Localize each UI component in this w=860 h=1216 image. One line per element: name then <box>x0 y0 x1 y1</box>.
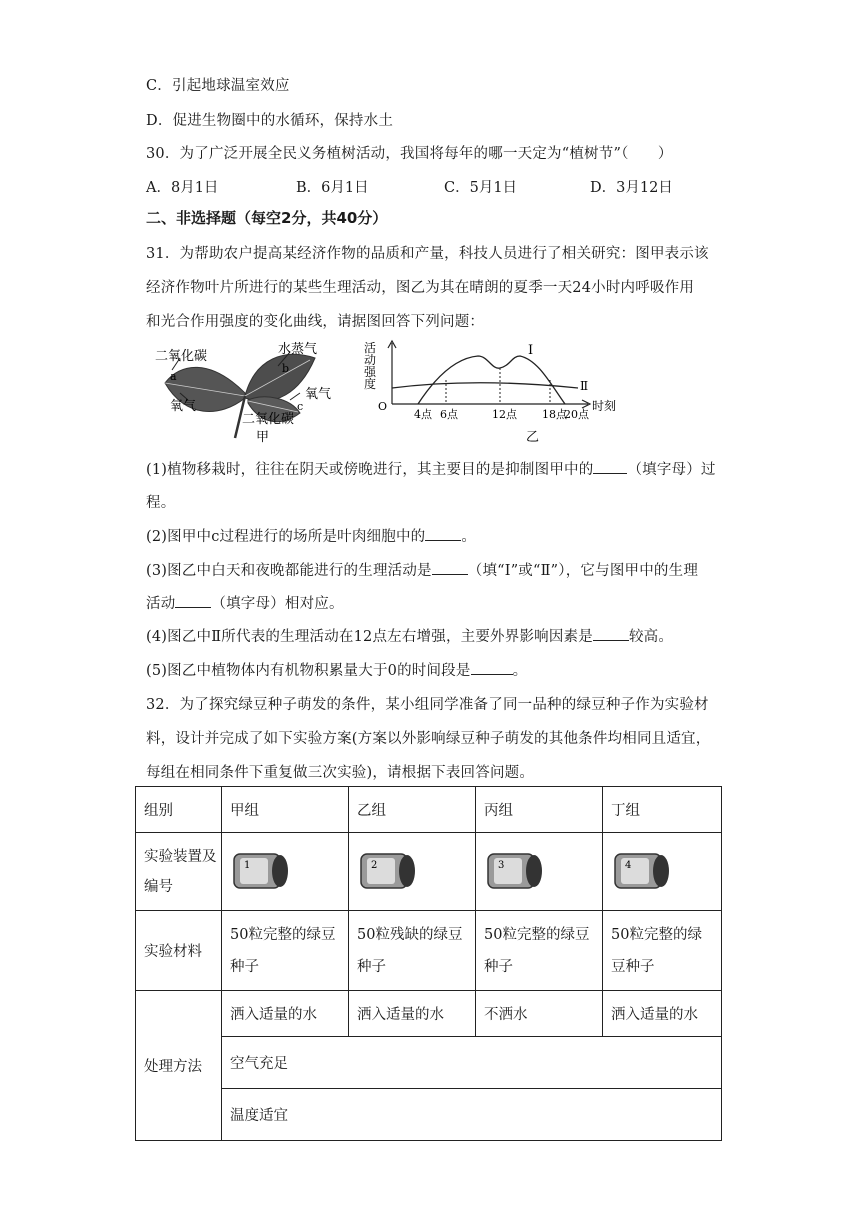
jar-number: 3 <box>498 859 505 871</box>
option-b: B．6月1日 <box>296 180 369 196</box>
sub-question-1: (1)植物移栽时，往往在阴天或傍晚进行，其主要目的是抑制图甲中的 （填字母）过 <box>146 458 716 479</box>
tick-6: 6点 <box>440 408 458 421</box>
graph-ylabel-2: 动 <box>364 353 377 367</box>
graph-origin: O <box>378 400 388 413</box>
jar-image <box>357 848 417 892</box>
graph-caption: 乙 <box>526 430 540 445</box>
jar-number: 1 <box>244 859 251 871</box>
jar-number: 4 <box>625 859 632 871</box>
material-cell: 50粒完整的绿豆种子 <box>476 911 603 991</box>
leaf-label-b: b <box>282 362 290 375</box>
answer-blank-3b[interactable] <box>175 593 211 608</box>
curve-ii-label: Ⅱ <box>580 379 589 393</box>
option-c: C．5月1日 <box>444 180 518 196</box>
table-row <box>136 1037 722 1089</box>
water-cell: 不洒水 <box>476 991 603 1037</box>
header-d: 丁组 <box>603 787 722 833</box>
jar-number: 2 <box>371 859 378 871</box>
table-row <box>136 1089 722 1141</box>
sub-question-4: (4)图乙中Ⅱ所代表的生理活动在12点左右增强，主要外界影响因素是 较高。 <box>146 625 673 646</box>
question-30: 30．为了广泛开展全民义务植树活动，我国将每年的哪一天定为“植树节”（ ） <box>146 146 673 162</box>
jar-image <box>611 848 671 892</box>
graph-ylabel-4: 度 <box>364 377 377 391</box>
option-a: A．8月1日 <box>146 180 219 196</box>
material-cell: 50粒完整的绿豆种子 <box>222 911 349 991</box>
water-cell: 洒入适量的水 <box>349 991 476 1037</box>
option-d: D．促进生物圈中的水循环，保持水土 <box>146 113 394 129</box>
option-d: D．3月12日 <box>590 180 673 196</box>
q32-line3: 每组在相同条件下重复做三次实验)，请根据下表回答问题。 <box>146 765 535 781</box>
option-c: C．引起地球温室效应 <box>146 78 290 94</box>
temperature-cell: 温度适宜 <box>222 1089 722 1141</box>
answer-blank-5[interactable] <box>471 660 513 675</box>
tick-18: 18点 <box>542 408 567 421</box>
graph-xlabel: 时刻 <box>592 399 617 413</box>
sub-question-5: (5)图乙中植物体内有机物积累量大于0的时间段是 。 <box>146 659 527 680</box>
leaf-label-co2-bottom: 二氧化碳 <box>242 412 295 427</box>
tick-20: 20点 <box>564 408 589 421</box>
sub-question-1-cont: 程。 <box>146 495 176 511</box>
leaf-label-water: 水蒸气 <box>278 342 318 357</box>
sub-question-3: (3)图乙中白天和夜晚都能进行的生理活动是 （填“I”或“Ⅱ”），它与图甲中的生理 <box>146 559 698 580</box>
leaf-label-oxygen-right: 氧气 <box>305 387 332 402</box>
leaf-label-a: a <box>170 370 177 383</box>
graph-ylabel-3: 强 <box>364 365 377 379</box>
device-label: 实验装置及编号 <box>136 833 222 911</box>
leaf-label-oxygen: 氧气 <box>170 399 197 414</box>
water-cell: 洒入适量的水 <box>222 991 349 1037</box>
answer-blank-3a[interactable] <box>432 560 468 575</box>
answer-blank-2[interactable] <box>425 526 461 541</box>
table-row <box>136 991 722 1037</box>
q32-line1: 32．为了探究绿豆种子萌发的条件，某小组同学准备了同一品种的绿豆种子作为实验材 <box>146 697 709 713</box>
jar-image <box>484 848 544 892</box>
curve-i <box>418 356 565 404</box>
q31-figure <box>150 338 620 448</box>
header-group: 组别 <box>136 787 222 833</box>
leaf-caption: 甲 <box>256 430 270 445</box>
device-cell <box>349 833 476 911</box>
water-cell: 洒入适量的水 <box>603 991 722 1037</box>
q32-line2: 料，设计并完成了如下实验方案(方案以外影响绿豆种子萌发的其他条件均相同且适宜， <box>146 731 711 747</box>
tick-12: 12点 <box>492 408 517 421</box>
air-cell: 空气充足 <box>222 1037 722 1089</box>
table-row <box>136 911 722 991</box>
jar-image <box>230 848 290 892</box>
device-cell <box>222 833 349 911</box>
section-title: 二、非选择题（每空2分，共40分） <box>146 209 388 227</box>
device-cell <box>603 833 722 911</box>
header-a: 甲组 <box>222 787 349 833</box>
q31-line3: 和光合作用强度的变化曲线，请据图回答下列问题： <box>146 314 485 330</box>
sub-question-3-cont: 活动 （填字母）相对应。 <box>146 592 344 613</box>
answer-blank-1[interactable] <box>593 459 627 474</box>
material-label: 实验材料 <box>136 911 222 991</box>
graph-ylabel-1: 活 <box>364 341 377 355</box>
leaf-label-co2-top: 二氧化碳 <box>155 349 208 364</box>
leaf-diagram <box>155 341 331 445</box>
question-30-options <box>146 176 726 197</box>
tick-4: 4点 <box>414 408 432 421</box>
header-c: 丙组 <box>476 787 603 833</box>
activity-graph <box>364 341 616 445</box>
material-cell: 50粒残缺的绿豆种子 <box>349 911 476 991</box>
table-row <box>136 787 722 833</box>
curve-i-label: I <box>528 343 534 358</box>
answer-blank-4[interactable] <box>593 626 629 641</box>
q31-line2: 经济作物叶片所进行的某些生理活动，图乙为其在晴朗的夏季一天24小时内呼吸作用 <box>146 280 695 296</box>
device-cell <box>476 833 603 911</box>
table-row <box>136 833 722 911</box>
material-cell: 50粒完整的绿豆种子 <box>603 911 722 991</box>
leaf-label-c: c <box>297 400 304 413</box>
sub-question-2: (2)图甲中c过程进行的场所是叶肉细胞中的 。 <box>146 525 476 546</box>
method-label: 处理方法 <box>136 991 222 1141</box>
q31-line1: 31．为帮助农户提高某经济作物的品质和产量，科技人员进行了相关研究：图甲表示该 <box>146 246 709 262</box>
header-b: 乙组 <box>349 787 476 833</box>
experiment-table <box>135 786 722 1141</box>
